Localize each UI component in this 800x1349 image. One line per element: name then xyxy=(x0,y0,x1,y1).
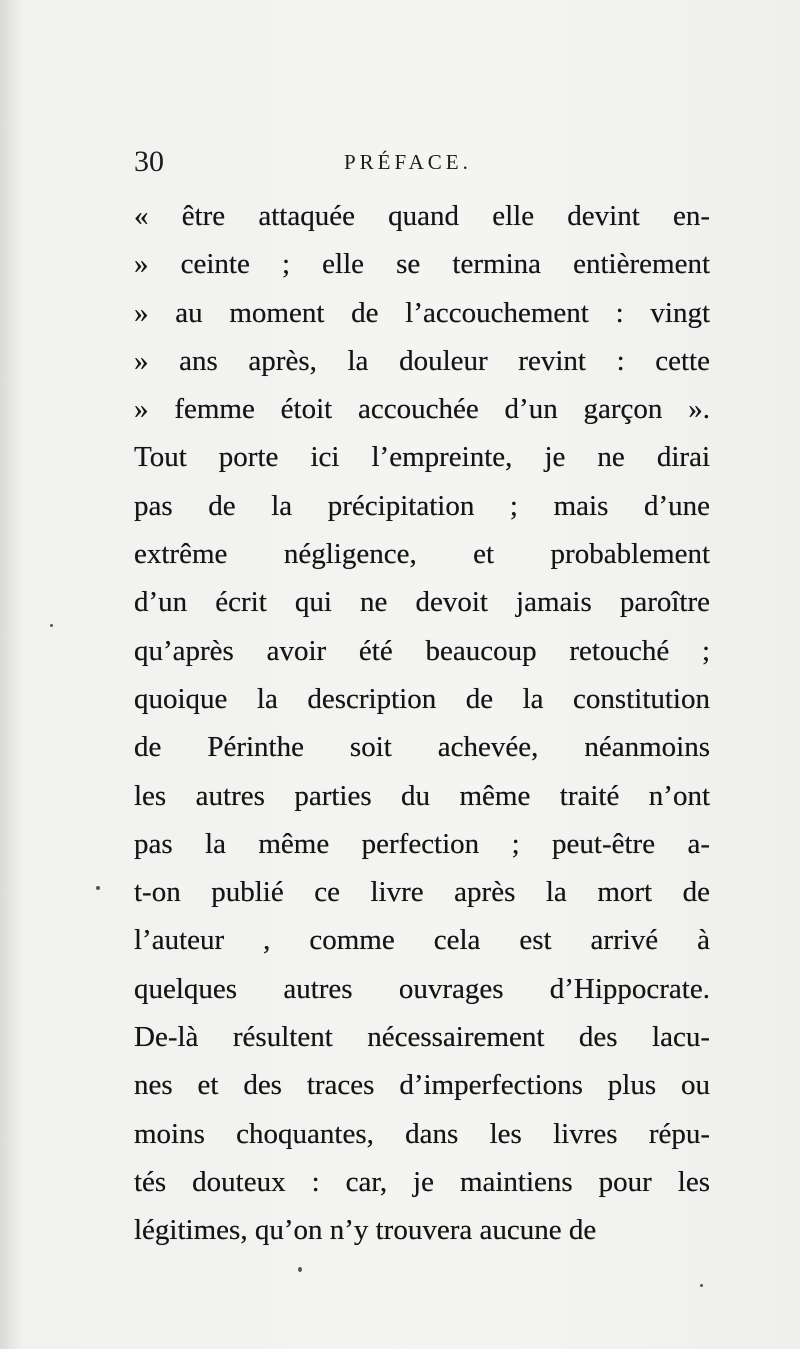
text-line: De-là résultent nécessairement des lacu- xyxy=(134,1021,710,1054)
text-line: » ans après, la douleur revint : cette xyxy=(134,344,710,377)
text-line: pas de la précipitation ; mais d’une xyxy=(134,489,710,522)
text-line: » femme étoit accouchée d’un garçon ». xyxy=(134,393,710,426)
text-line: les autres parties du même traité n’ont xyxy=(134,779,710,812)
page-header xyxy=(134,142,714,182)
text-line: » au moment de l’accouchement : vingt xyxy=(134,296,710,329)
scan-speck xyxy=(700,1284,703,1287)
text-line: quoique la description de la constitution xyxy=(134,682,710,715)
scan-speck xyxy=(96,886,100,890)
scan-speck xyxy=(298,1267,302,1272)
text-line: l’auteur , comme cela est arrivé à xyxy=(134,924,710,957)
text-line: d’un écrit qui ne devoit jamais paroître xyxy=(134,586,710,619)
text-line: extrême négligence, et probablement xyxy=(134,538,710,571)
body-text xyxy=(134,192,710,1255)
text-line: de Périnthe soit achevée, néanmoins xyxy=(134,731,710,764)
text-line: Tout porte ici l’empreinte, je ne dirai xyxy=(134,441,710,474)
page-number: 30 xyxy=(134,145,164,178)
text-line: moins choquantes, dans les livres répu- xyxy=(134,1117,710,1150)
text-line: nes et des traces d’imperfections plus ou xyxy=(134,1069,710,1102)
text-line: « être attaquée quand elle devint en- xyxy=(134,200,710,232)
text-line: pas la même perfection ; peut-être a- xyxy=(134,827,710,860)
text-line: t-on publié ce livre après la mort de xyxy=(134,876,710,909)
scan-speck xyxy=(50,624,53,627)
text-line: quelques autres ouvrages d’Hippocrate. xyxy=(134,972,710,1005)
text-line: » ceinte ; elle se termina entièrement xyxy=(134,248,710,281)
text-line: qu’après avoir été beaucoup retouché ; xyxy=(134,634,710,667)
running-title: PRÉFACE. xyxy=(344,150,472,174)
text-line: tés douteux : car, je maintiens pour les xyxy=(134,1165,710,1198)
text-line: légitimes, qu’on n’y trouvera aucune de xyxy=(134,1214,597,1247)
